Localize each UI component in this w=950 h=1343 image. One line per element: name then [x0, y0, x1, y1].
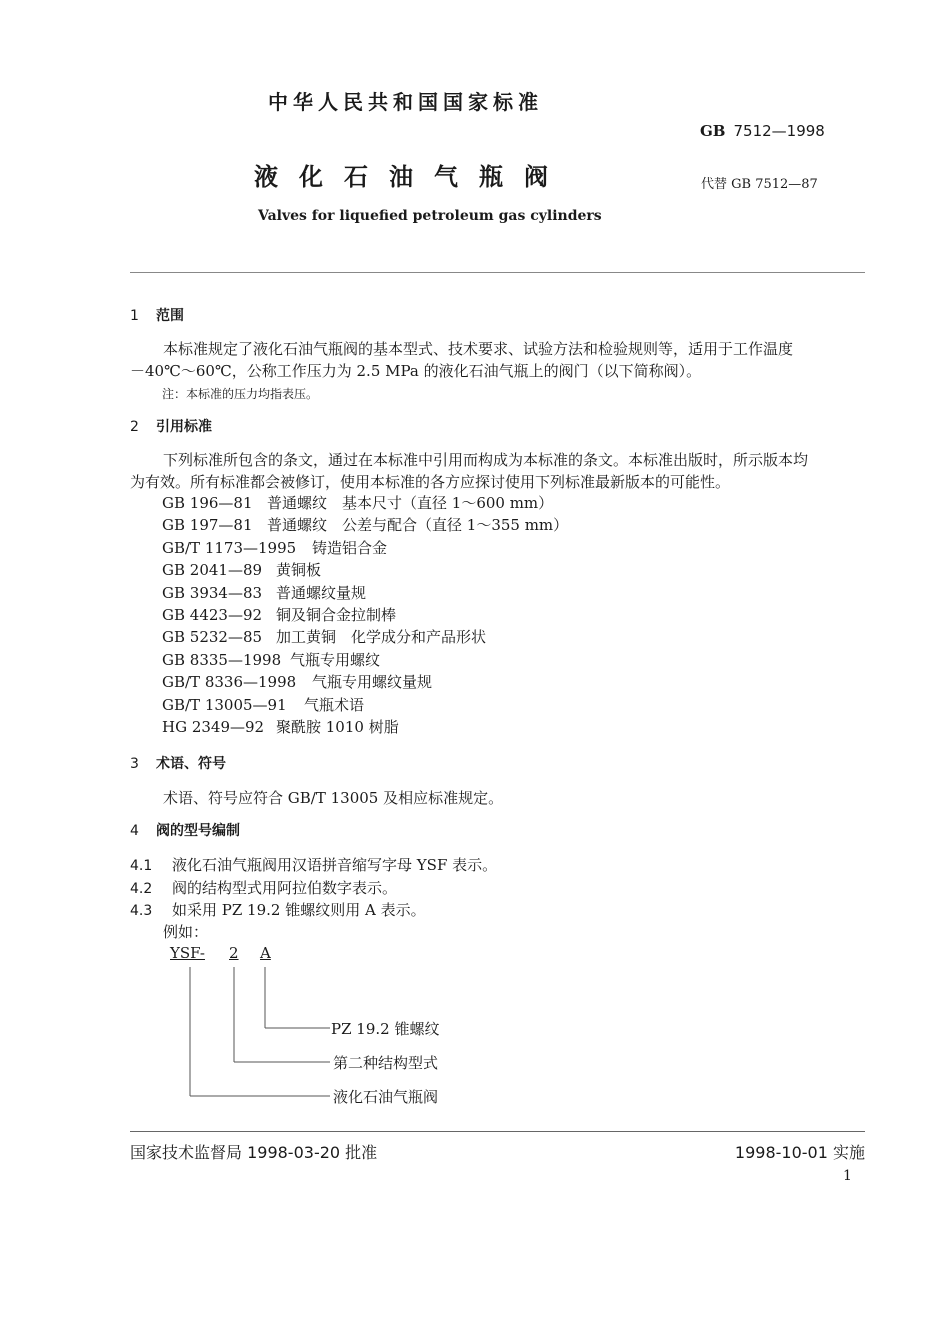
label-structure-type: 第二种结构型式	[333, 1054, 439, 1072]
example-digit: 2	[229, 944, 239, 962]
section-4-heading: 4 阀的型号编制	[130, 823, 240, 839]
section-2-title: 引用标准	[156, 419, 212, 435]
document-title: 液化石油气瓶阀	[254, 163, 569, 191]
header-divider	[130, 272, 865, 273]
reference-item: GB/T 13005—91 气瓶术语	[162, 695, 365, 714]
reference-item: GB 3934—83 普通螺纹量规	[162, 583, 367, 602]
section-4-title: 阀的型号编制	[156, 823, 240, 839]
reference-list	[162, 492, 568, 738]
example-prefix: YSF-	[170, 944, 205, 962]
section-1-heading: 1 范围	[130, 308, 184, 324]
section-1-paragraph: 本标准规定了液化石油气瓶阀的基本型式、技术要求、试验方法和检验规则等，适用于工作温度 －40℃～60℃，公称工作压力为 2.5 MPa 的液化石油气瓶上的阀门（以下简称阀）。	[130, 340, 794, 380]
reference-item: GB 5232—85 加工黄铜 化学成分和产品形状	[162, 628, 487, 647]
clause-4-2: 4.2 阀的结构型式用阿拉伯数字表示。	[130, 879, 398, 897]
reference-item: GB/T 1173—1995 铸造铝合金	[162, 538, 388, 557]
section-1-title: 范围	[156, 308, 184, 324]
clause-4-1: 4.1 液化石油气瓶阀用汉语拼音缩写字母 YSF 表示。	[130, 856, 498, 874]
national-standard-title: 中华人民共和国国家标准	[268, 90, 543, 114]
section-2-heading: 2 引用标准	[130, 419, 212, 435]
clause-4-3: 4.3 如采用 PZ 19.2 锥螺纹则用 A 表示。	[130, 901, 426, 919]
label-thread-type: PZ 19.2 锥螺纹	[331, 1020, 440, 1038]
section-2-paragraph: 下列标准所包含的条文，通过在本标准中引用而构成为本标准的条文。本标准出版时，所示版本均 为有效。所有标准都会被修订，使用本标准的各方应探讨使用下列标准最新版本的可能性。	[130, 451, 809, 491]
standard-prefix: GB	[700, 122, 726, 140]
reference-item: HG 2349—92 聚酰胺 1010 树脂	[162, 718, 399, 737]
replaces-note: 代替 GB 7512—87	[701, 177, 818, 192]
footer-divider	[130, 1131, 865, 1132]
reference-item: GB 2041—89 黄铜板	[162, 561, 322, 580]
reference-item: GB 196—81 普通螺纹 基本尺寸（直径 1～600 mm）	[162, 494, 554, 512]
english-title: Valves for liquefied petroleum gas cylinders	[258, 208, 602, 224]
section-1-note: 注：本标准的压力均指表压。	[162, 387, 319, 401]
standard-code: 7512—1998	[733, 122, 825, 140]
approval-date: 国家技术监督局 1998-03-20 批准	[130, 1143, 378, 1162]
reference-item: GB 4423—92 铜及铜合金拉制棒	[162, 606, 397, 625]
section-3-title: 术语、符号	[156, 756, 226, 772]
example-letter: A	[260, 944, 271, 962]
section-3-paragraph: 术语、符号应符合 GB/T 13005 及相应标准规定。	[163, 789, 504, 807]
reference-item: GB 8335—1998 气瓶专用螺纹	[162, 650, 381, 669]
label-valve-type: 液化石油气瓶阀	[333, 1088, 439, 1106]
section-3-heading: 3 术语、符号	[130, 756, 226, 772]
effective-date: 1998-10-01 实施	[734, 1143, 865, 1162]
example-label: 例如：	[163, 923, 209, 941]
reference-item: GB 197—81 普通螺纹 公差与配合（直径 1～355 mm）	[162, 516, 569, 535]
page-number: 1	[843, 1168, 852, 1184]
standard-number	[700, 122, 825, 140]
reference-item: GB/T 8336—1998 气瓶专用螺纹量规	[162, 673, 433, 692]
